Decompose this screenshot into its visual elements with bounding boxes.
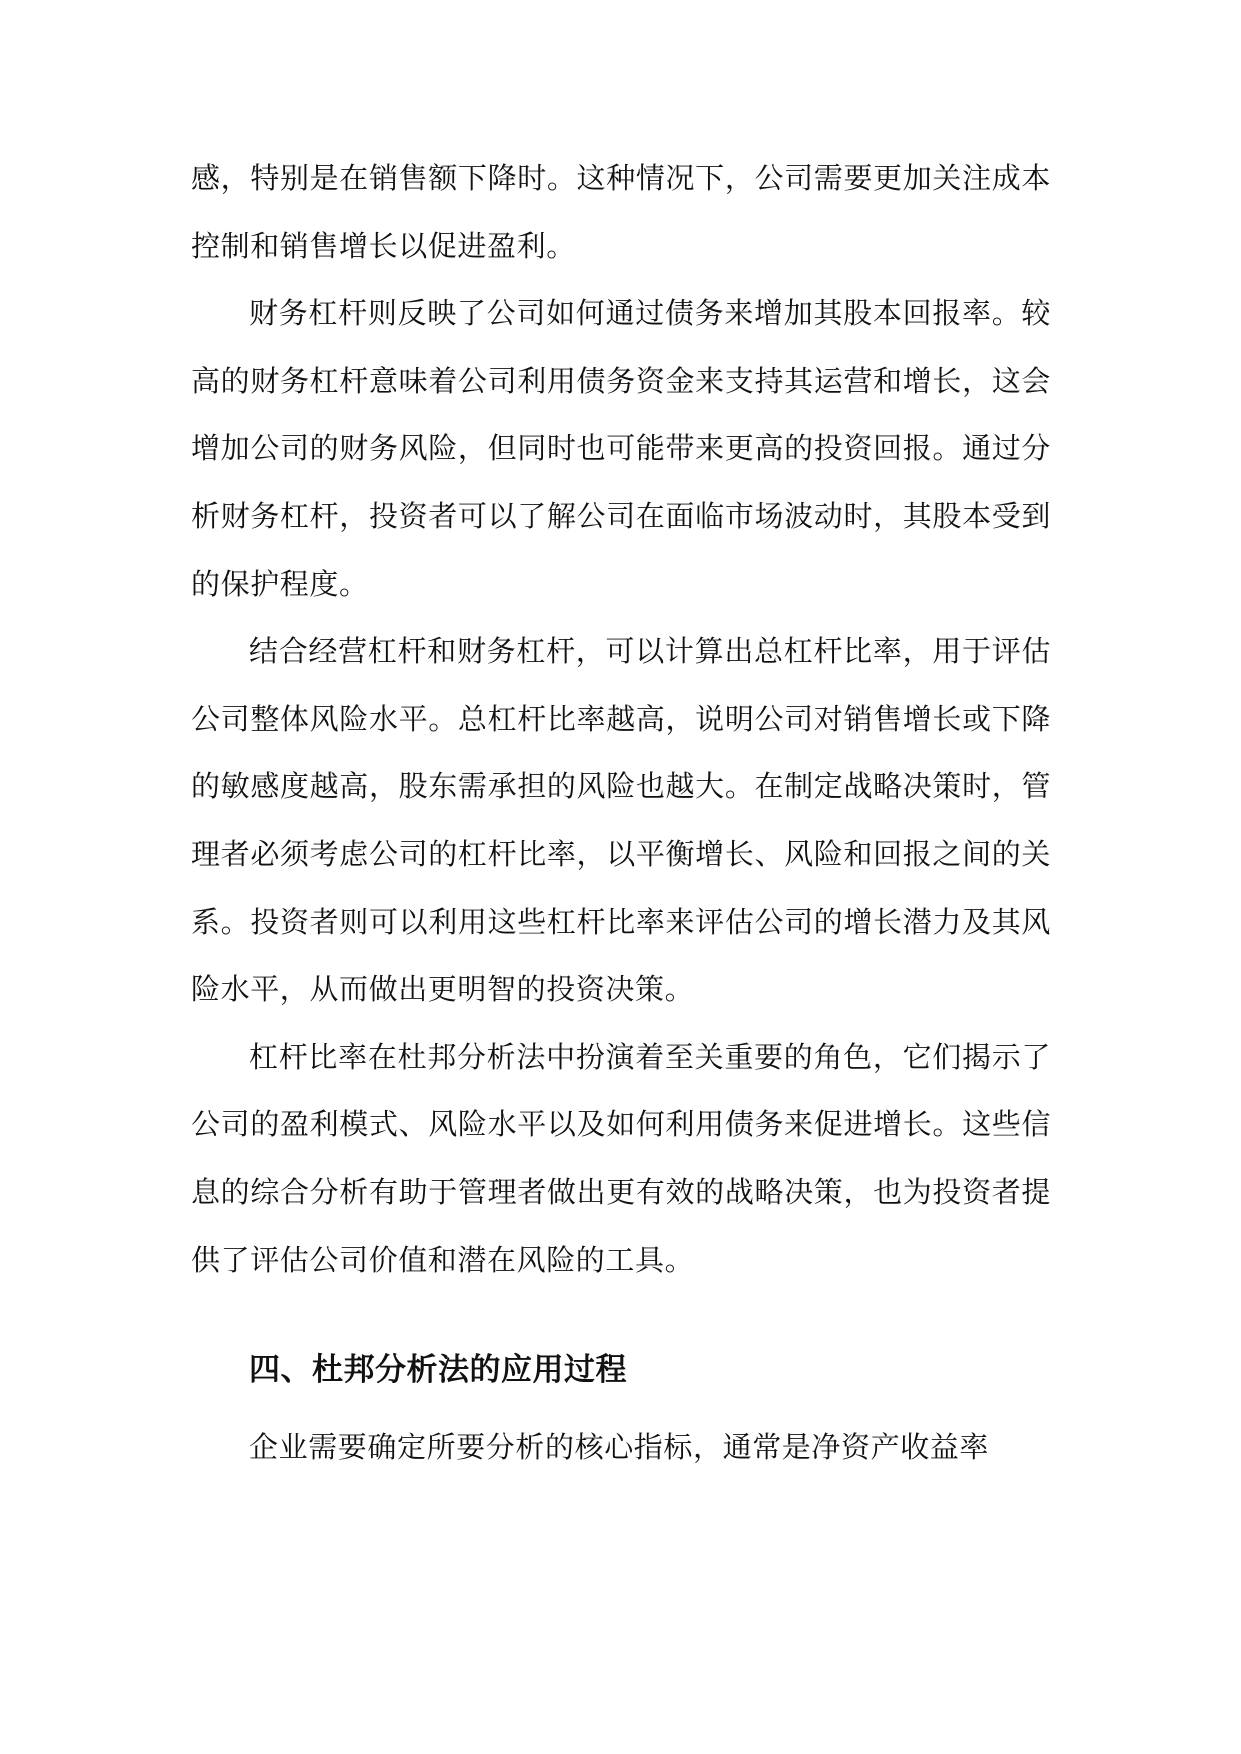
paragraph-leverage-role: 杠杆比率在杜邦分析法中扮演着至关重要的角色，它们揭示了公司的盈利模式、风险水平以及如何利用债务来促进增长。这些信息的综合分析有助于管理者做出更有效的战略决策，也为投资者提供了评估公司价值和潜在风险的工具。 bbox=[191, 1039, 1051, 1277]
section-heading: 四、杜邦分析法的应用过程 bbox=[249, 1352, 627, 1389]
paragraph-total-leverage: 结合经营杠杆和财务杠杆，可以计算出总杠杆比率，用于评估公司整体风险水平。总杠杆比率越高，说明公司对销售增长或下降的敏感度越高，股东需承担的风险也越大。在制定战略决策时，管理者必须考虑公司的杠杆比率，以平衡增长、风险和回报之间的关系。投资者则可以利用这些杠杆比率来评估公司的增长潜力及其风险水平，从而做出更明智的投资决策。 bbox=[191, 634, 1051, 1007]
paragraph-core-indicator: 企业需要确定所要分析的核心指标，通常是净资产收益率 bbox=[249, 1430, 990, 1465]
paragraph-financial-leverage: 财务杠杆则反映了公司如何通过债务来增加其股本回报率。较高的财务杠杆意味着公司利用债务资金来支持其运营和增长，这会增加公司的财务风险，但同时也可能带来更高的投资回报。通过分析财务杠杆，投资者可以了解公司在面临市场波动时，其股本受到的保护程度。 bbox=[191, 296, 1051, 601]
document-body bbox=[191, 145, 1051, 1482]
paragraph-continuation: 感，特别是在销售额下降时。这种情况下，公司需要更加关注成本控制和销售增长以促进盈利。 bbox=[191, 161, 1051, 263]
